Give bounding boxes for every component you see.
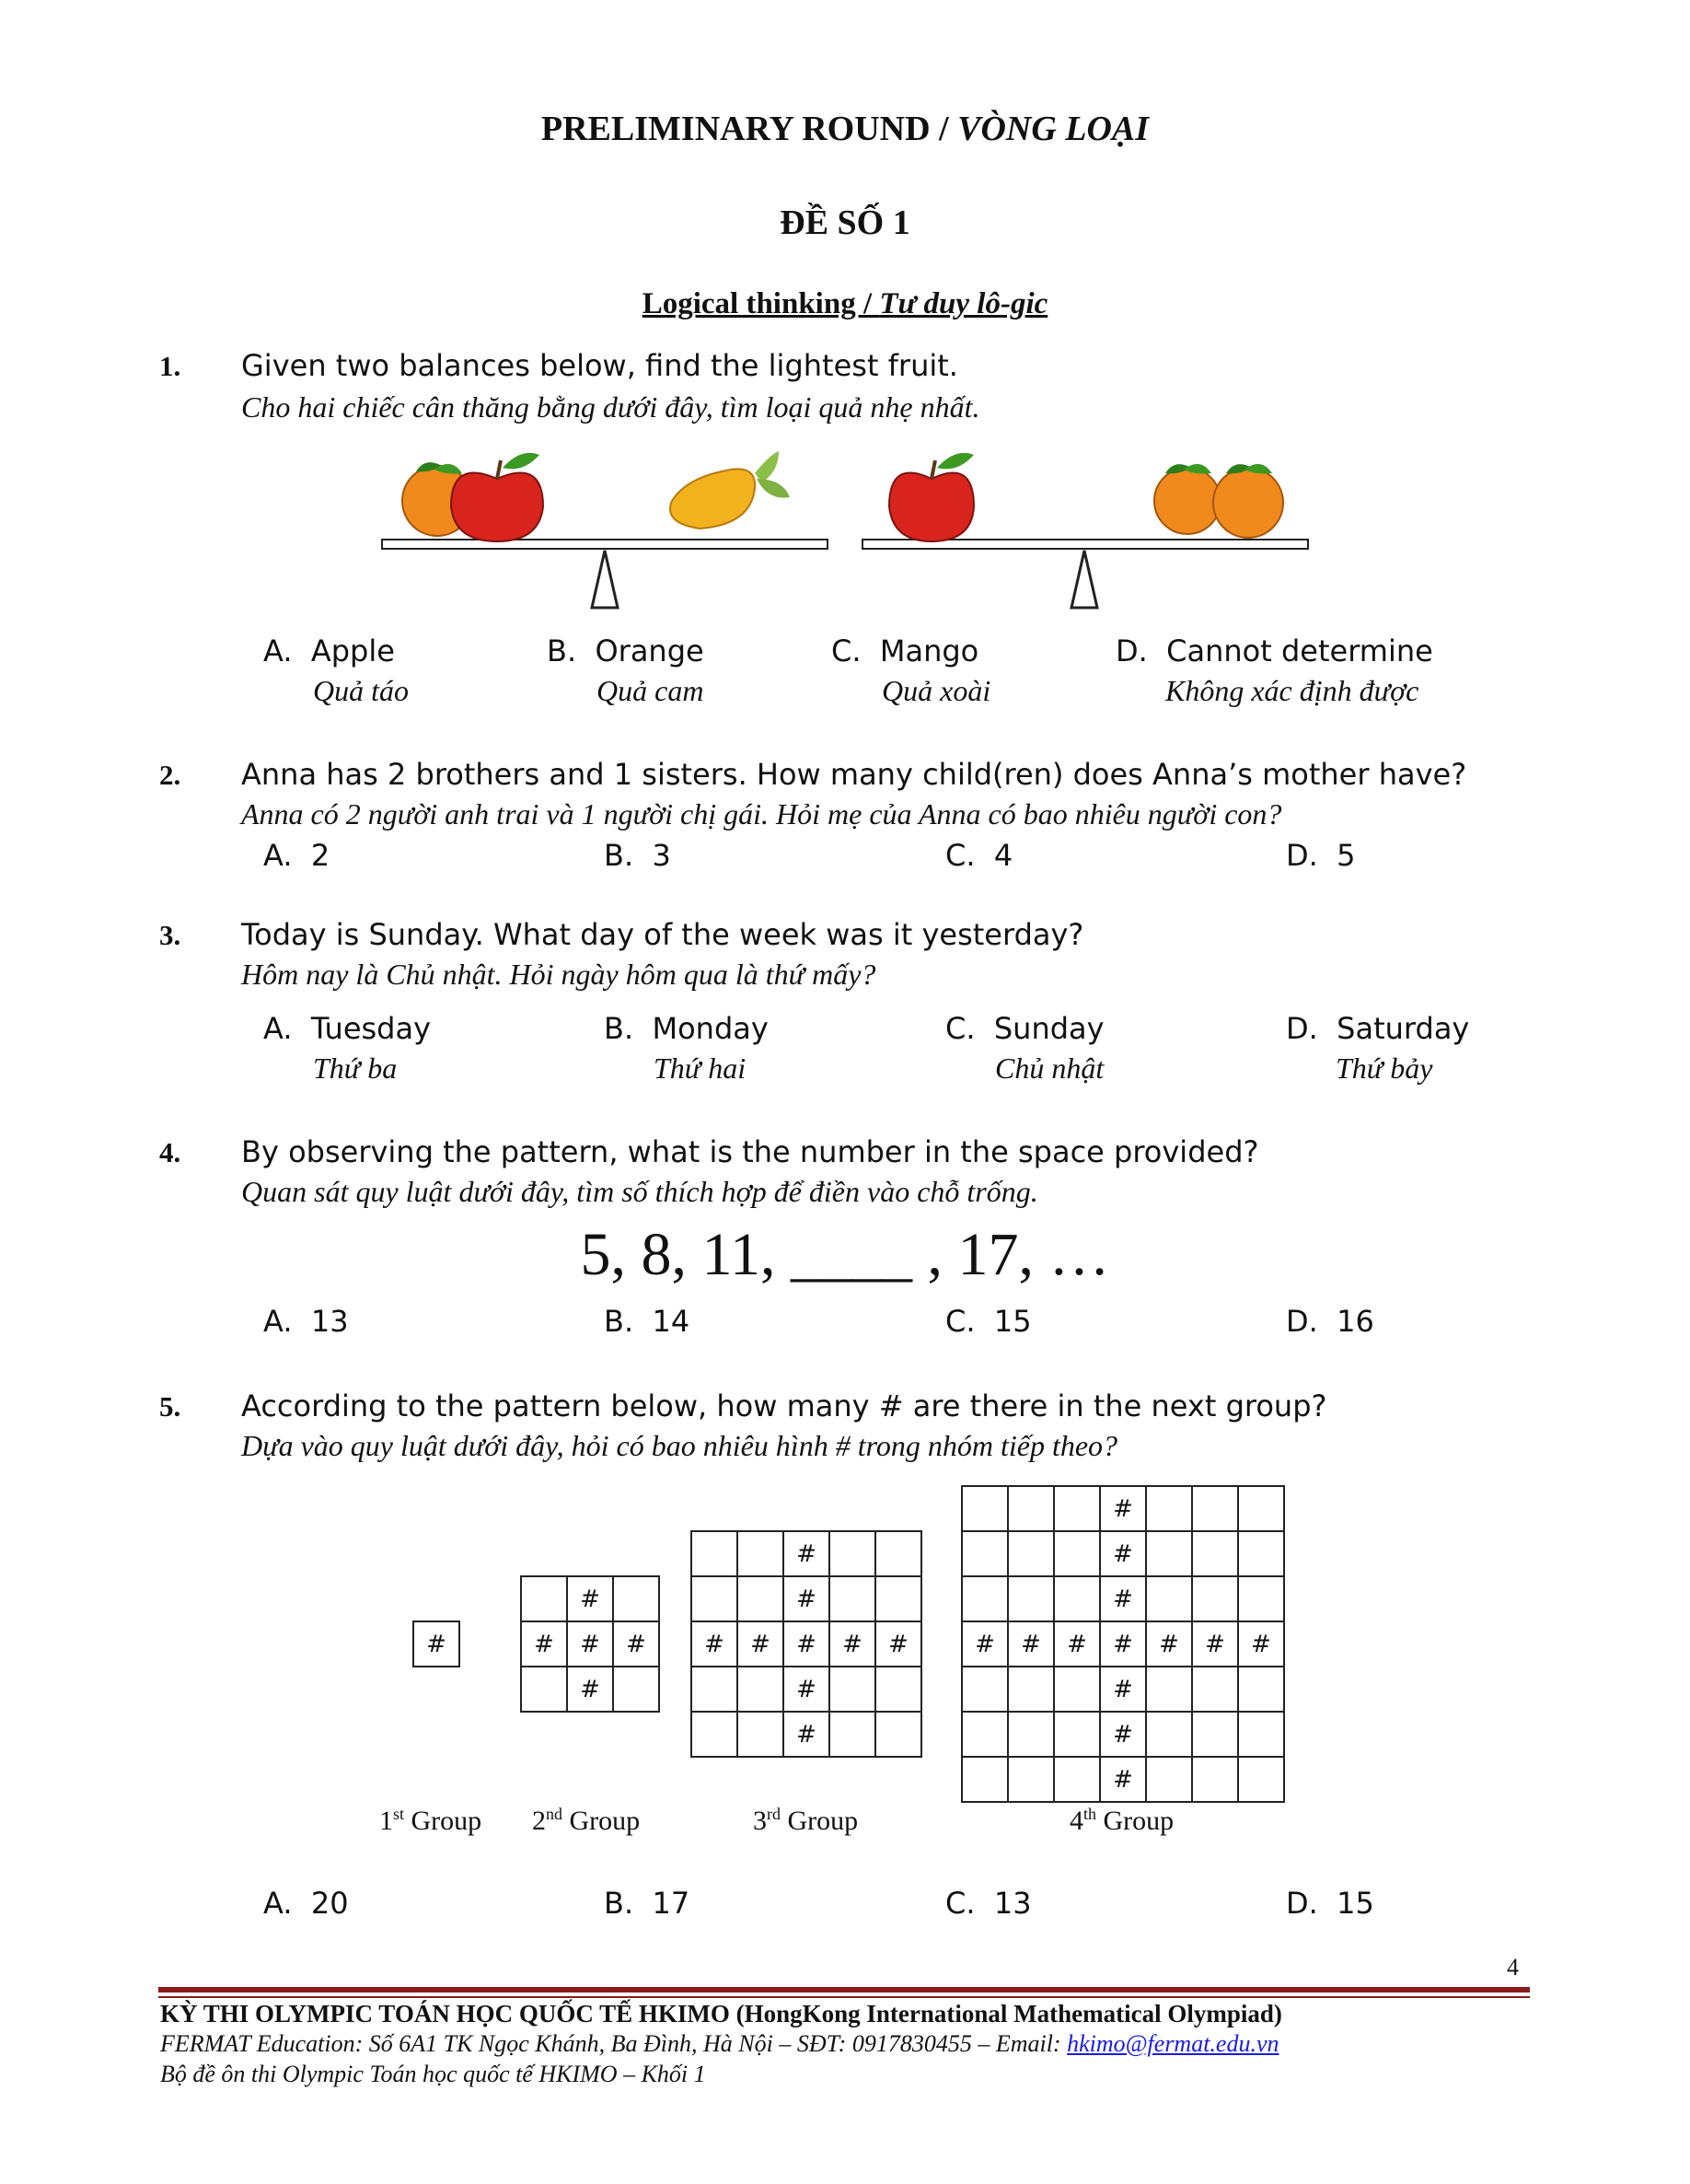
group-2-label: 2nd Group [532,1805,641,1836]
hash-cell: # [567,1576,613,1621]
round-title: PRELIMINARY ROUND / VÒNG LOẠI [540,110,1150,148]
question-translation: Hôm nay là Chủ nhật. Hỏi ngày hôm qua là thứ mấy? [241,958,876,991]
option-a[interactable]: A. Apple [263,633,395,668]
option-c-translation: Quả xoài [882,674,991,707]
hash-cell: # [567,1621,613,1667]
group-1-label: 1st Group [379,1805,482,1836]
option-c-translation: Chủ nhật [995,1051,1105,1085]
hash-cell: # [829,1621,875,1667]
left-balance [382,451,828,608]
option-b[interactable]: B. Monday [604,1011,769,1046]
orange-icon [1154,464,1221,534]
option-a-translation: Thứ ba [313,1051,398,1085]
option-b[interactable]: B. Orange [547,633,704,668]
hash-cell: # [783,1667,829,1712]
hash-cell: # [962,1621,1008,1667]
section-title: Logical thinking / Tư duy lô-gic [642,287,1048,320]
orange-icon [1213,464,1283,538]
question-number: 3. [159,919,181,951]
option-d[interactable]: D. 16 [1286,1304,1374,1339]
option-b[interactable]: B. 17 [604,1886,690,1921]
option-d[interactable]: D. 5 [1286,838,1356,873]
group-1-grid [412,1621,460,1667]
question-number: 2. [159,759,181,791]
hash-cell: # [1054,1621,1100,1667]
hash-cell: # [1008,1621,1054,1667]
option-d-translation: Không xác định được [1165,674,1419,707]
option-a[interactable]: A. 2 [263,838,330,873]
option-b[interactable]: B. 14 [604,1304,690,1339]
hash-cell: # [1238,1621,1284,1667]
option-d[interactable]: D. 15 [1286,1886,1374,1921]
set-title: ĐỀ SỐ 1 [780,203,910,242]
hash-cell: # [783,1531,829,1576]
option-a[interactable]: A. Tuesday [263,1011,432,1046]
question-number: 5. [159,1390,181,1423]
number-sequence: 5, 8, 11, ____ , 17, … [580,1221,1110,1288]
hash-cell: # [1100,1621,1146,1667]
group-2-grid [520,1575,660,1713]
hash-cell: # [1192,1621,1238,1667]
hash-cell: # [567,1667,613,1712]
question-translation: Dựa vào quy luật dưới đây, hỏi có bao nhiêu hình # trong nhóm tiếp theo? [241,1429,1118,1462]
option-b-translation: Quả cam [596,674,704,707]
apple-icon [889,453,974,541]
option-c[interactable]: C. 13 [945,1886,1032,1921]
hash-cell: # [1100,1757,1146,1802]
balance-scales-illustration [368,440,1325,624]
hash-cell: # [1100,1576,1146,1621]
option-c[interactable]: C. 4 [945,838,1013,873]
option-a[interactable]: A. 20 [263,1886,349,1921]
question-text: According to the pattern below, how many # are there in the next group? [241,1388,1327,1423]
footer-rule [158,1987,1530,1992]
question-translation: Cho hai chiếc cân thăng bằng dưới đây, tìm loại quả nhẹ nhất. [241,390,980,424]
option-c[interactable]: C. 15 [945,1304,1032,1339]
option-c[interactable]: C. Sunday [945,1011,1105,1046]
group-3-label: 3rd Group [753,1805,859,1836]
right-balance [862,453,1308,608]
hash-cell: # [1146,1621,1192,1667]
hash-cell: # [1100,1531,1146,1576]
question-text: By observing the pattern, what is the number in the space provided? [241,1134,1259,1169]
option-d-translation: Thứ bảy [1336,1051,1433,1085]
option-d[interactable]: D. Saturday [1286,1011,1470,1046]
hash-cell: # [875,1621,921,1667]
footer-title: KỲ THI OLYMPIC TOÁN HỌC QUỐC TẾ HKIMO (HongKong International Mathematical Olympiad) [160,2000,1282,2027]
hash-cell: # [413,1621,459,1667]
option-d[interactable]: D. Cannot determine [1116,633,1433,668]
hash-cell: # [521,1621,567,1667]
hash-cell: # [1100,1486,1146,1531]
hash-cell: # [691,1621,737,1667]
option-b-translation: Thứ hai [654,1051,747,1085]
hash-cell: # [613,1621,659,1667]
hash-cell: # [783,1621,829,1667]
page-number: 4 [1507,1954,1519,1981]
group-4-grid [961,1485,1285,1803]
option-a[interactable]: A. 13 [263,1304,349,1339]
footer-subtitle: Bộ đề ôn thi Olympic Toán học quốc tế HKIMO – Khối 1 [160,2061,706,2087]
hash-cell: # [1100,1712,1146,1757]
footer-rule-thin [158,1996,1530,1998]
option-b[interactable]: B. 3 [604,838,671,873]
option-c[interactable]: C. Mango [831,633,979,668]
question-text: Today is Sunday. What day of the week was it yesterday? [241,917,1084,952]
group-4-label: 4th Group [1070,1805,1175,1836]
hash-cell: # [783,1576,829,1621]
apple-icon [451,453,543,541]
group-3-grid [690,1530,922,1758]
hash-cell: # [737,1621,783,1667]
question-translation: Quan sát quy luật dưới đây, tìm số thích hợp để điền vào chỗ trống. [241,1175,1038,1208]
hash-cell: # [1100,1667,1146,1712]
question-text: Given two balances below, find the lightest fruit. [241,348,958,383]
footer-contact: FERMAT Education: Số 6A1 TK Ngọc Khánh, Ba Đình, Hà Nội – SĐT: 0917830455 – Email: hkimo@fermat.edu.vn [160,2030,1279,2057]
question-number: 4. [159,1136,181,1168]
question-translation: Anna có 2 người anh trai và 1 người chị gái. Hỏi mẹ của Anna có bao nhiêu người con? [241,797,1282,831]
question-number: 1. [159,350,181,382]
hash-cell: # [783,1712,829,1757]
question-text: Anna has 2 brothers and 1 sisters. How many child(ren) does Anna’s mother have? [241,757,1467,792]
option-a-translation: Quả táo [313,674,409,707]
email-link[interactable]: hkimo@fermat.edu.vn [1067,2030,1279,2057]
mango-icon [670,451,790,529]
